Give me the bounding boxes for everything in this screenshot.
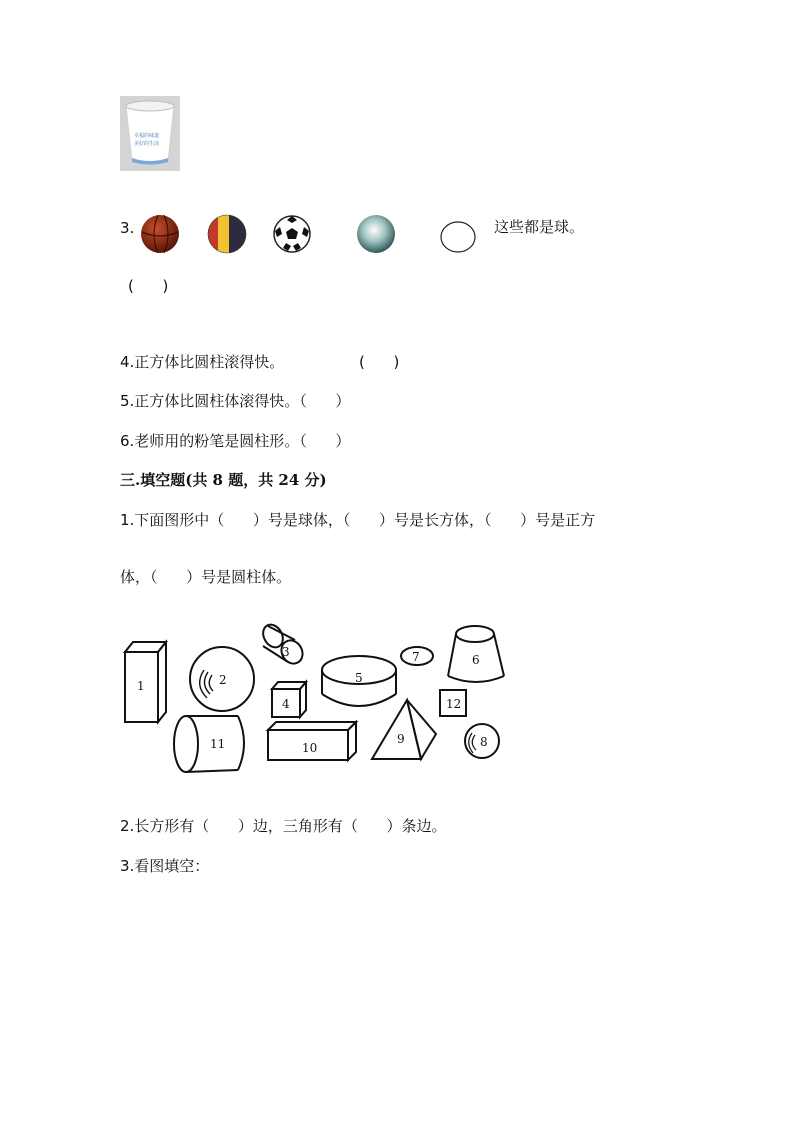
shapes-figure [120,622,520,782]
fill3-text: 3.看图填空： [120,857,210,875]
q6-text: 6.老师用的粉笔是圆柱形。（ ） [120,432,351,450]
shape-frustum-6 [448,626,504,682]
q3-number: 3. [120,219,135,237]
oval-outline-icon [439,220,479,254]
shape-label: 10 [302,741,318,755]
shape-square-12 [440,690,466,716]
q4-text: 4.正方体比圆柱滚得快。 [120,353,285,371]
shape-label: 11 [210,737,226,751]
shape-cylinder-11 [174,716,244,772]
q4-blank[interactable]: ( ) [359,353,400,371]
shape-cylinder-3 [259,621,306,667]
q5-text: 5.正方体比圆柱体滚得快。（ ） [120,392,351,410]
shape-cube-4 [272,682,306,717]
shape-sphere-8 [465,724,499,758]
fill1-line2: 体，（ ）号是圆柱体。 [120,568,292,586]
fill1-line1: 1.下面图形中（ ）号是球体，（ ）号是长方体，（ ）号是正方 [120,511,596,529]
paper-cup-image [120,96,180,171]
shape-cuboid-10 [268,722,356,760]
shape-label: 3 [282,645,290,659]
fill2-text: 2.长方形有（ ）边，三角形有（ ）条边。 [120,817,447,835]
beach-ball-icon [207,214,247,254]
glass-sphere-icon [356,214,396,254]
shape-oval-7 [401,647,433,665]
shape-cuboid-1 [125,642,166,722]
q3-statement: 这些都是球。 [494,218,585,236]
shape-pyramid-9 [372,700,436,759]
shape-label: 6 [472,653,480,667]
shape-label: 7 [412,650,420,664]
soccer-ball-icon [273,215,313,255]
shape-sphere-2 [190,647,254,711]
shape-label: 1 [137,679,145,693]
shape-label: 9 [397,732,405,746]
cup-print-line1: 幸福的味道 [134,133,160,139]
shape-label: 8 [480,735,488,749]
shape-cylinder-5 [322,656,396,706]
section-heading: 三.填空题(共 8 题，共 24 分) [120,471,327,489]
shape-label: 2 [219,673,227,687]
q3-answer-blank[interactable]: ( ) [128,277,169,295]
basketball-icon [140,214,180,254]
cup-print-line2: 美好的生活 [134,141,160,147]
shape-label: 4 [282,697,290,711]
shape-label: 12 [446,697,462,711]
shape-label: 5 [355,671,363,685]
